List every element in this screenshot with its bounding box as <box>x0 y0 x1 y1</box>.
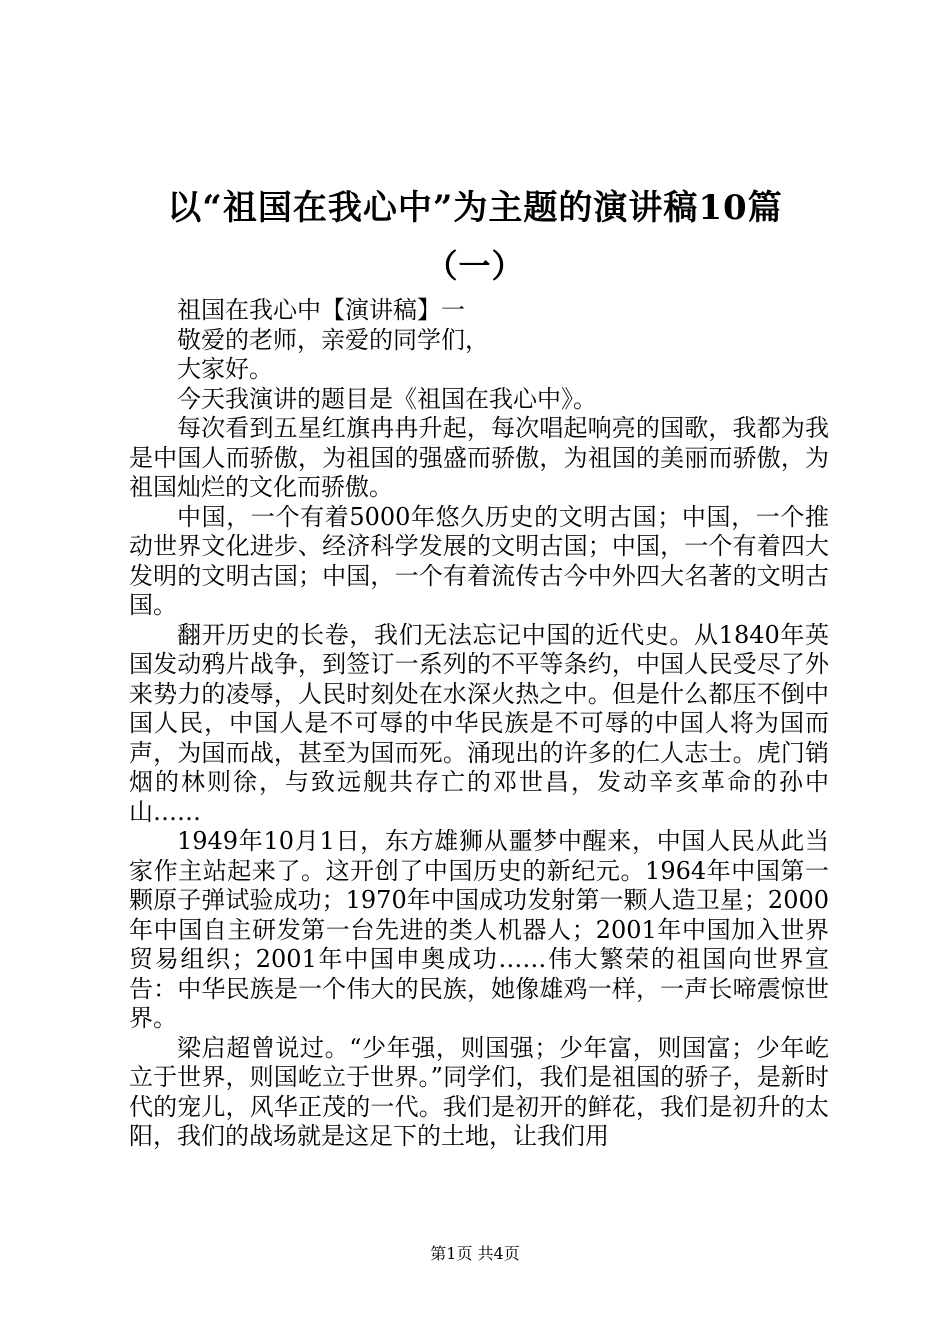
document-title: 以“祖国在我心中”为主题的演讲稿10篇 <box>167 188 783 228</box>
document-subtitle: （一） <box>425 247 525 285</box>
paragraph: 梁启超曾说过。“少年强，则国强；少年富，则国富；少年屹立于世界，则国屹立于世界。”同学们，我们是祖国的骄子，是新时代的宠儿，风华正茂的一代。我们是初开的鲜花，我们是初升的太阳，我们的战场就是这足下的土地，让我们用 <box>129 1033 829 1150</box>
paragraph: 翻开历史的长卷，我们无法忘记中国的近代史。从1840年英国发动鸦片战争，到签订一系列的不平等条约，中国人民受尽了外来势力的凌辱，人民时刻处在水深火热之中。但是什么都压不倒中国人民，中国人是不可辱的中华民族是不可辱的中国人将为国而声，为国而战，甚至为国而死。涌现出的许多的仁人志士。虎门销烟的林则徐，与致远舰共存亡的邓世昌，发动辛亥革命的孙中山…… <box>129 620 829 826</box>
document-body <box>129 296 829 1152</box>
page-footer: 第1页 共4页 <box>430 1244 520 1263</box>
paragraph: 大家好。 <box>177 355 273 383</box>
paragraph: 敬爱的老师，亲爱的同学们， <box>177 325 489 354</box>
paragraph: 今天我演讲的题目是《祖国在我心中》。 <box>177 384 597 413</box>
paragraph: 每次看到五星红旗冉冉升起，每次唱起响亮的国歌，我都为我是中国人而骄傲，为祖国的强盛而骄傲，为祖国的美丽而骄傲，为祖国灿烂的文化而骄傲。 <box>129 414 829 501</box>
paragraph: 1949年10月1日，东方雄狮从噩梦中醒来，中国人民从此当家作主站起来了。这开创了中国历史的新纪元。1964年中国第一颗原子弹试验成功；1970年中国成功发射第一颗人造卫星；2000年中国自主研发第一台先进的类人机器人；2001年中国加入世界贸易组织；2001年中国申奥成功……伟大繁荣的祖国向世界宣告：中华民族是一个伟大的民族，她像雄鸡一样，一声长啼震惊世界。 <box>129 827 829 1032</box>
paragraph: 祖国在我心中【演讲稿】一 <box>177 296 465 324</box>
paragraph: 中国，一个有着5000年悠久历史的文明古国；中国，一个推动世界文化进步、经济科学发展的文明古国；中国，一个有着四大发明的文明古国；中国，一个有着流传古今中外四大名著的文明古国。 <box>129 502 829 619</box>
